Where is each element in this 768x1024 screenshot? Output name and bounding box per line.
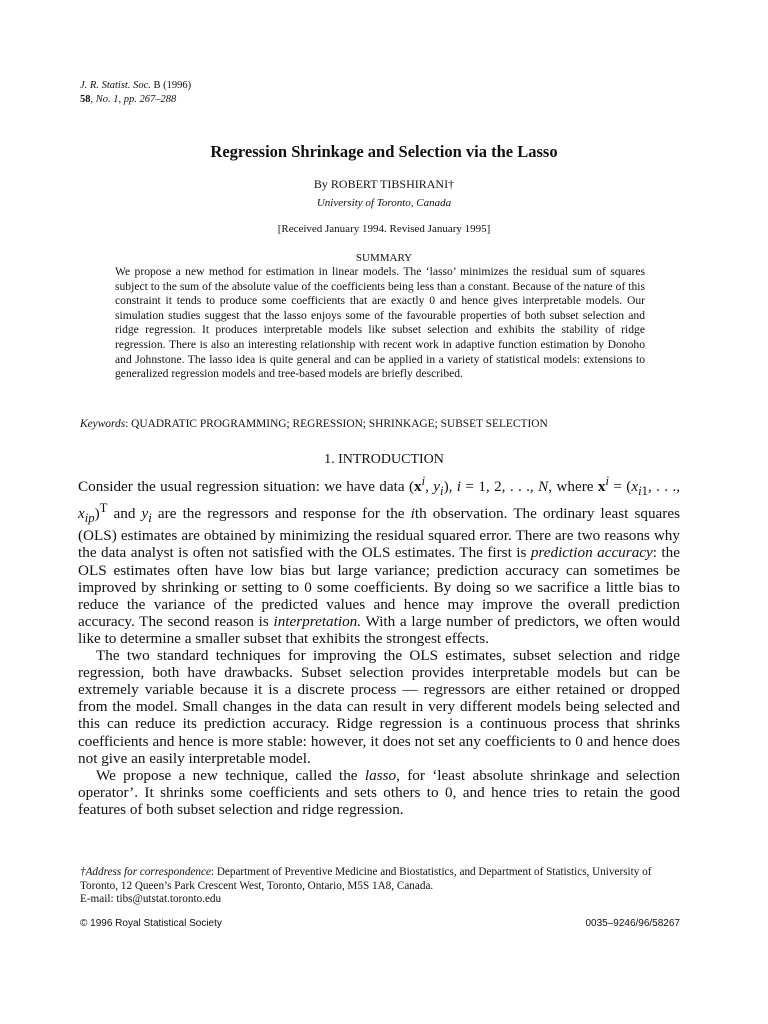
author-affiliation: University of Toronto, Canada: [316, 197, 452, 209]
summary-text: We propose a new method for estimation in linear models. The ‘lasso’ minimizes the residual sum of squares subject to the sum of the absolute value of the coefficients being less than a constant. Because of the nature of this constraint it tends to produce some coefficients that are exactly 0 and hence gives interpretable models. Our simulation studies suggest that the lasso enjoys some of the favourable properties of both subset selection and ridge regression. It produces interpretable models like subset selection and exhibits the stability of ridge regression. There is also an interesting relationship with recent work in adaptive function estimation by Donoho and Johnstone. The lasso idea is quite general and can be applied in a variety of statistical models: extensions to generalized regression models and tree-based models are briefly described.: [115, 265, 645, 381]
keywords-text: QUADRATIC PROGRAMMING; REGRESSION; SHRINKAGE; SUBSET SELECTION: [131, 418, 548, 430]
paragraph-2: The two standard techniques for improving the OLS estimates, subset selection and ridge regression, both have drawbacks. Subset selection provides interpretable models but can be extremely variable because it is a discrete process — regressors are either retained or dropped from the model. Small changes in the data can result in very different models being selected and this can reduce its prediction accuracy. Ridge regression is a continuous process that shrinks coefficients and hence is more stable: however, it does not set any coefficients to 0 and hence does not give an easily interpretable model.: [78, 647, 680, 767]
footnote-text: : Department of Preventive Medicine and Biostatistics, and Department of Statistics, University of Toronto, 12 Queen’s Park Crescent West, Toronto, Ontario, M5S 1A8, Canada.: [80, 866, 652, 892]
paragraph-3: We propose a new technique, called the lasso, for ‘least absolute shrinkage and selection operator’. It shrinks some coefficients and sets others to 0, and hence tries to retain the good features of both subset selection and ridge regression.: [78, 766, 680, 818]
article-author: By ROBERT TIBSHIRANI†: [313, 177, 455, 191]
keywords-label: Keywords: [80, 418, 126, 430]
copyright-notice: © 1996 Royal Statistical Society: [80, 918, 222, 929]
correspondence-footnote: [80, 866, 680, 907]
journal-name: J. R. Statist. Soc.: [80, 80, 151, 91]
body-text: [78, 473, 680, 818]
paragraph-1: Consider the usual regression situation: we have data ($x^i$, $y_i$), i = 1, 2, . . ., N, where $x^i = (x_{i1}$, . . ., $x_{ip})^T$ and $y_i$ are the regressors and response for the ith observation. The ordinary least squares (OLS) estimates are obtained by minimizing the residual squared error. There are two reasons why the data analyst is often not satisfied with the OLS estimates. The first is prediction accuracy: the OLS estimates often have low bias but large variance; prediction accuracy can sometimes be improved by shrinking or setting to 0 some coefficients. By doing so we sacrifice a little bias to reduce the variance of the predicted values and hence may improve the overall prediction accuracy. The second reason is interpretation. With a large number of predictors, we often would like to determine a smaller subset that exhibits the strongest effects.: [78, 474, 681, 647]
footnote-label: †Address for correspondence: [80, 866, 211, 878]
journal-series: B (1996): [153, 80, 192, 91]
footnote-email: E-mail: tibs@utstat.toronto.edu: [80, 893, 222, 905]
keywords-line: Keywords: QUADRATIC PROGRAMMING; REGRESSION; SHRINKAGE; SUBSET SELECTION: [80, 418, 548, 430]
summary-heading: SUMMARY: [355, 252, 413, 264]
received-dates: [Received January 1994. Revised January 1995]: [277, 223, 491, 235]
journal-volume: 58: [80, 94, 91, 105]
journal-issue-pages: , No. 1, pp. 267–288: [90, 94, 177, 105]
section-heading: 1. INTRODUCTION: [324, 452, 444, 467]
document-id: 0035–9246/96/58267: [585, 918, 680, 929]
journal-citation: [80, 79, 191, 107]
article-title: Regression Shrinkage and Selection via the Lasso: [210, 142, 558, 161]
